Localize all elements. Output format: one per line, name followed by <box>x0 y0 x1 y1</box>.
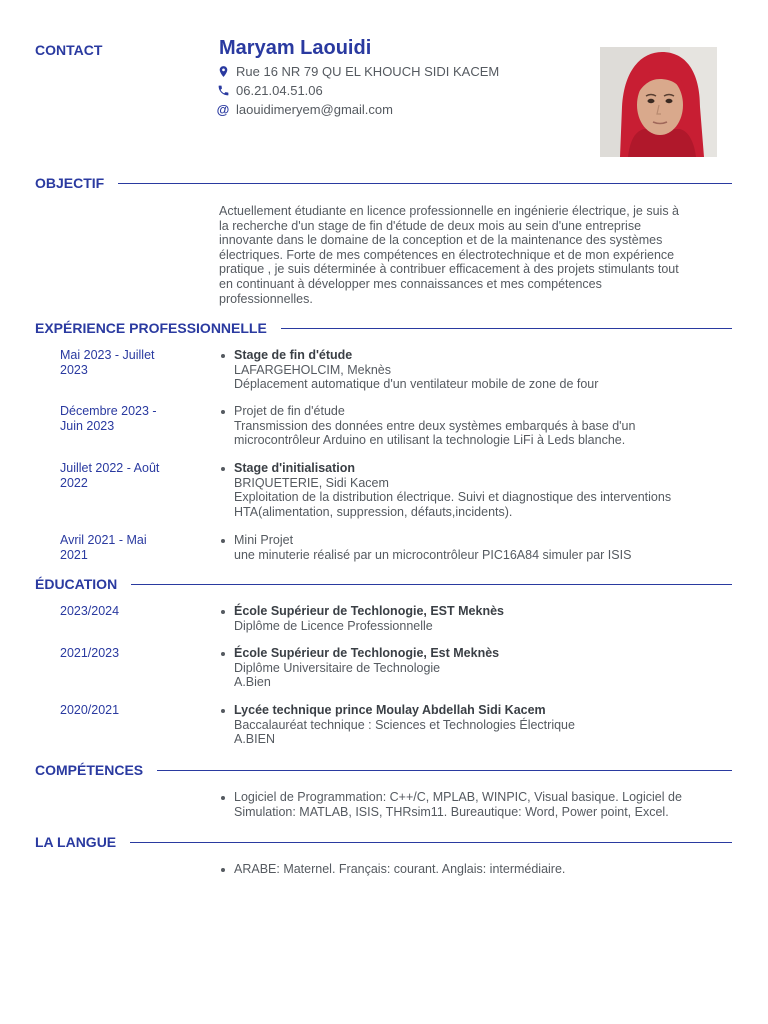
education-entry-title: École Supérieur de Techlonogie, Est Meknès <box>219 646 734 661</box>
objectif-line: Actuellement étudiante en licence professionnelle en ingénierie électrique, je suis à <box>219 204 680 218</box>
education-entry-title: Lycée technique prince Moulay Abdellah Sidi Kacem <box>219 703 734 718</box>
competences-line: Simulation: MATLAB, ISIS, THRsim11. Bureautique: Word, Power point, Excel. <box>234 804 669 819</box>
objectif-divider <box>118 183 732 184</box>
education-entry <box>219 646 734 690</box>
objectif-line: en continuant à développer mes connaissances et mes compétences <box>219 276 602 291</box>
experience-entry-line: Déplacement automatique d'un ventilateur mobile de zone de four <box>234 377 599 392</box>
experience-entry-title: Projet de fin d'étude <box>219 404 734 419</box>
langue-title: LA LANGUE <box>35 834 117 850</box>
objectif-line: professionnelles. <box>219 291 313 306</box>
experience-date: Décembre 2023 - Juin 2023 <box>60 404 157 433</box>
education-entry-line: Diplôme Universitaire de Technologie <box>234 660 441 675</box>
at-sign-icon: @ <box>216 101 230 117</box>
candidate-name: Maryam Laouidi <box>219 37 372 59</box>
experience-entry <box>219 348 734 392</box>
competences-title: COMPÉTENCES <box>35 762 144 778</box>
phone-text[interactable]: 06.21.04.51.06 <box>236 82 323 98</box>
experience-entry-title: Stage de fin d'étude <box>219 348 734 363</box>
objectif-line: électriques. Forte de mes compétences en électrotechnique et de mon expérience <box>219 247 675 262</box>
education-date: 2021/2023 <box>60 646 120 660</box>
objectif-line: innovante dans le domaine de la conception et de la maintenance des systèmes <box>219 233 663 248</box>
education-entry-line: A.Bien <box>234 675 271 690</box>
location-pin-icon <box>216 64 230 78</box>
experience-entry-line: microcontrôleur Arduino en utilisant la technologie LiFi à Leds blanche. <box>234 433 626 448</box>
experience-entry-title: Mini Projet <box>219 533 734 548</box>
education-entry <box>219 604 734 633</box>
education-entry-line: A.BIEN <box>234 732 275 747</box>
langue-divider <box>130 842 732 843</box>
competences-divider <box>157 770 732 771</box>
langue-line: ARABE: Maternel. Français: courant. Anglais: intermédiaire. <box>219 862 734 877</box>
experience-entry-line: HTA(alimentation, suppression, défauts,incidents). <box>234 504 513 519</box>
address-text: Rue 16 NR 79 QU EL KHOUCH SIDI KACEM <box>236 63 500 79</box>
education-entry-line: Baccalauréat technique : Sciences et Technologies Électrique <box>234 717 575 732</box>
address-line <box>216 62 499 80</box>
profile-photo <box>600 47 717 157</box>
education-date: 2020/2021 <box>60 703 120 717</box>
experience-date: Mai 2023 - Juillet 2023 <box>60 348 155 377</box>
objectif-line: la recherche d'un stage de fin d'étude de deux mois au sein d'une entreprise <box>219 218 642 233</box>
contact-label: CONTACT <box>35 42 103 58</box>
education-entry-title: École Supérieur de Techlonogie, EST Meknès <box>219 604 734 619</box>
education-date: 2023/2024 <box>60 604 120 618</box>
education-entry-line: Diplôme de Licence Professionnelle <box>234 618 433 633</box>
education-title: ÉDUCATION <box>35 576 118 592</box>
objectif-title: OBJECTIF <box>35 175 105 191</box>
education-divider <box>131 584 732 585</box>
experience-entry-line: une minuterie réalisé par un microcontrôleur PIC16A84 simuler par ISIS <box>234 547 632 562</box>
experience-date: Juillet 2022 - Août 2022 <box>60 461 160 490</box>
experience-date: Avril 2021 - Mai 2021 <box>60 533 147 562</box>
education-section-header <box>35 576 732 592</box>
experience-entry-line: Exploitation de la distribution électrique. Suivi et diagnostique des interventions <box>234 490 672 505</box>
objectif-section-header <box>35 175 732 191</box>
education-entry <box>219 703 734 747</box>
phone-line <box>216 81 323 99</box>
experience-entry-title: Stage d'initialisation <box>219 461 734 476</box>
experience-entry <box>219 404 734 448</box>
objectif-line: pratique , je suis déterminée à contribuer efficacement à des projets stimulants tout <box>219 262 679 277</box>
experience-entry-line: BRIQUETERIE, Sidi Kacem <box>234 475 389 490</box>
experience-divider <box>281 328 732 329</box>
phone-icon <box>216 83 230 97</box>
competences-section-header <box>35 762 732 778</box>
email-text[interactable]: laouidimeryem@gmail.com <box>236 101 393 117</box>
experience-entry <box>219 461 734 519</box>
email-line <box>216 100 393 118</box>
experience-entry <box>219 533 734 562</box>
competences-line: Logiciel de Programmation: C++/C, MPLAB, WINPIC, Visual basique. Logiciel de <box>219 790 734 805</box>
experience-section-header <box>35 320 732 336</box>
competences-entry <box>219 790 734 819</box>
langue-section-header <box>35 834 732 850</box>
langue-entry <box>219 862 734 877</box>
experience-entry-line: Transmission des données entre deux systèmes embarqués à base d'un <box>234 418 636 433</box>
objectif-paragraph <box>219 204 729 306</box>
experience-title: EXPÉRIENCE PROFESSIONNELLE <box>35 320 267 336</box>
experience-entry-line: LAFARGEHOLCIM, Meknès <box>234 362 391 377</box>
